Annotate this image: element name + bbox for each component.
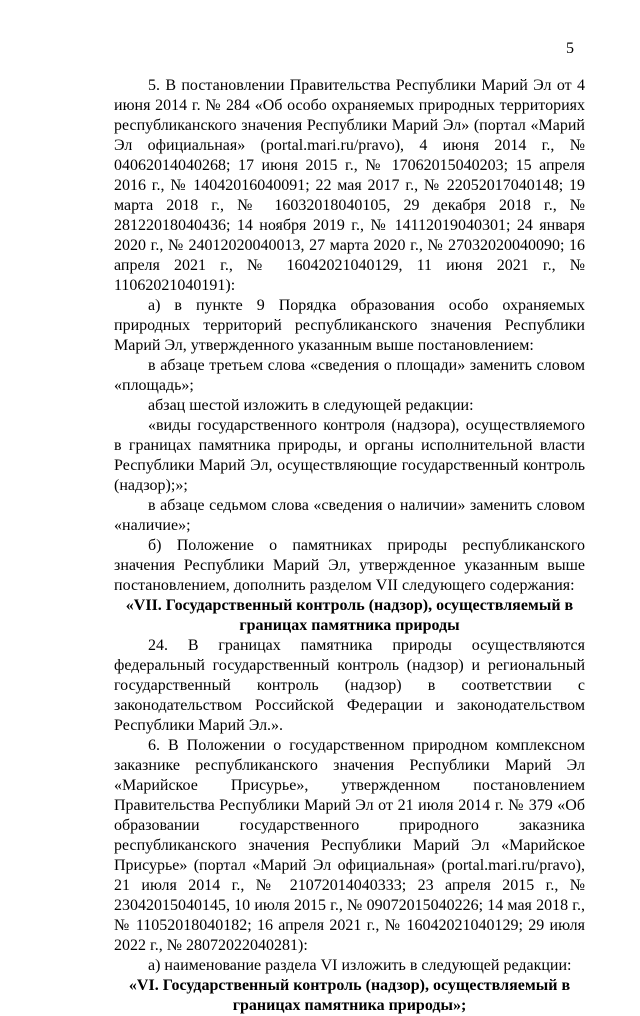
document-body bbox=[114, 76, 585, 1016]
paragraph: 24. В границах памятника природы осуществляются федеральный государственный контроль (надзор) и региональный государственный контроль (надзор) в соответствии с законодательством Российской Федерации и законодательством Республики Марий Эл.». bbox=[114, 637, 585, 734]
paragraph: а) в пункте 9 Порядка образования особо охраняемых природных территорий республиканского значения Республики Марий Эл, утвержденного указанным выше постановлением: bbox=[114, 297, 585, 354]
section-heading: «VI. Государственный контроль (надзор), осуществляемый в границах памятника природы»; bbox=[128, 977, 571, 1014]
paragraph: 5. В постановлении Правительства Республики Марий Эл от 4 июня 2014 г. № 284 «Об особо охраняемых природных территориях республиканского значения Республики Марий Эл» (портал «Марий Эл официальная» (portal.mari.ru/pravo), 4 июня 2014 г., № 04062014040268; 17 июня 2015 г., № 17062015040203; 15 апреля 2016 г., № 14042016040091; 22 мая 2017 г., № 22052017040148; 19 марта 2018 г., № 16032018040105, 29 декабря 2018 г., № 28122018040436; 14 ноября 2019 г., № 14112019040301; 24 января 2020 г., № 24012020040013, 27 марта 2020 г., № 27032020040090; 16 апреля 2021 г., № 16042021040129, 11 июня 2021 г., № 11062021040191): bbox=[114, 77, 585, 294]
paragraph: в абзаце третьем слова «сведения о площади» заменить словом «площадь»; bbox=[114, 357, 585, 394]
paragraph: «виды государственного контроля (надзора), осуществляемого в границах памятника природы, и органы исполнительной власти Республики Марий Эл, осуществляющие государственный контроль (надзор);»; bbox=[114, 417, 585, 494]
paragraph: 6. В Положении о государственном природном комплексном заказнике республиканского значения Республики Марий Эл «Марийское Присурье», утвержденном постановлением Правительства Республики Марий Эл от 21 июля 2014 г. № 379 «Об образовании государственного природного заказника республиканского значения Республики Марий Эл «Марийское Присурье» (портал «Марий Эл официальная» (portal.mari.ru/pravo), 21 июля 2014 г., № 21072014040333; 23 апреля 2015 г., № 23042015040145, 10 июля 2015 г., № 09072015040226; 14 мая 2018 г., № 11052018040182; 16 апреля 2021 г., № 16042021040129; 29 июля 2022 г., № 28072022040281): bbox=[114, 737, 585, 954]
paragraph: а) наименование раздела VI изложить в следующей редакции: bbox=[148, 957, 572, 974]
page-number: 5 bbox=[566, 40, 574, 57]
paragraph: абзац шестой изложить в следующей редакции: bbox=[148, 397, 474, 414]
paragraph: б) Положение о памятниках природы республиканского значения Республики Марий Эл, утвержденное указанным выше постановлением, дополнить разделом VII следующего содержания: bbox=[114, 537, 585, 594]
section-heading: «VII. Государственный контроль (надзор), осуществляемый в границах памятника природы bbox=[125, 597, 574, 634]
paragraph: в абзаце седьмом слова «сведения о наличии» заменить словом «наличие»; bbox=[114, 497, 585, 534]
